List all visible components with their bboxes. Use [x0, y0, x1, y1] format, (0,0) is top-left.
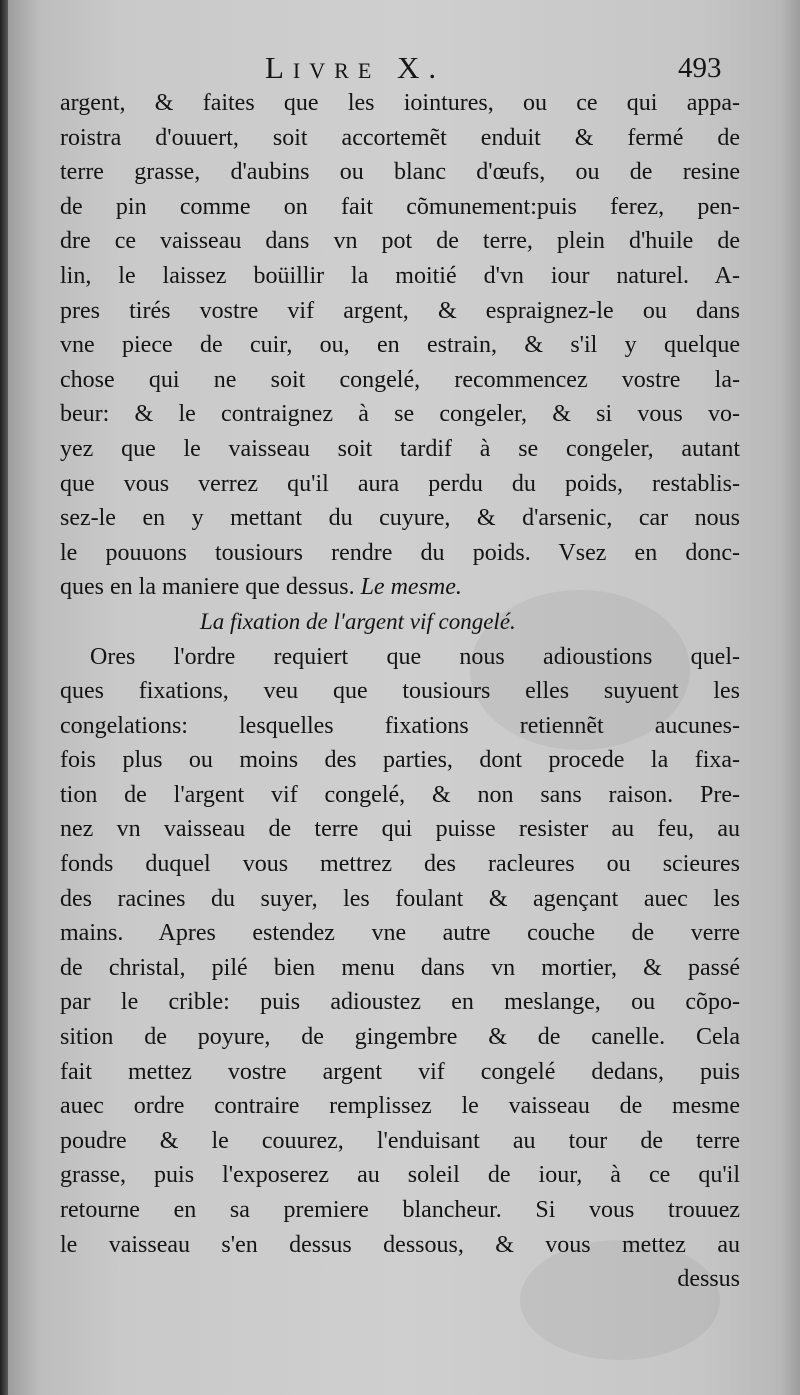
- text-line: yez que le vaisseau soit tardif à se congeler, autant: [60, 435, 740, 462]
- text-line: sez-le en y mettant du cuyure, & d'arsenic, car nous: [60, 505, 740, 532]
- text-line: nez vn vaisseau de terre qui puisse resister au feu, au: [60, 816, 740, 843]
- paragraph-1: [60, 86, 740, 605]
- text-line: tion de l'argent vif congelé, & non sans raison. Pre-: [60, 781, 740, 808]
- text-line: chose qui ne soit congelé, recommencez vostre la-: [60, 366, 740, 393]
- text-line: sition de poyure, de gingembre & de canelle. Cela: [60, 1024, 740, 1051]
- text-line: le pouuons tousiours rendre du poids. Vsez en donc-: [60, 539, 740, 566]
- text-line: auec ordre contraire remplissez le vaisseau de mesme: [60, 1093, 740, 1120]
- text-line: des racines du suyer, les foulant & agençant auec les: [60, 885, 740, 912]
- text-line-with-attribution: [60, 570, 740, 605]
- text-line-tail: ques en la maniere que dessus.: [60, 574, 355, 601]
- text-line: fois plus ou moins des parties, dont procede la fixa-: [60, 747, 740, 774]
- page-edge-shadow: [0, 0, 8, 1395]
- text-line: retourne en sa premiere blancheur. Si vous trouuez: [60, 1197, 740, 1223]
- catchword: dessus: [677, 1266, 740, 1293]
- text-line: Ores l'ordre requiert que nous adioustions quel-: [90, 643, 740, 670]
- page-header: [0, 50, 800, 90]
- page-number: 493: [678, 52, 722, 84]
- text-line: dre ce vaisseau dans vn pot de terre, plein d'huile de: [60, 228, 740, 255]
- text-line: de christal, pilé bien menu dans vn mortier, & passé: [60, 954, 740, 981]
- text-line: par le crible: puis adioustez en meslange, ou cõpo-: [60, 989, 740, 1016]
- text-line: mains. Apres estendez vne autre couche de verre: [60, 920, 740, 947]
- text-line: terre grasse, d'aubins ou blanc d'œufs, ou de resine: [60, 159, 740, 186]
- text-line: argent, & faites que les iointures, ou ce qui appa-: [60, 90, 740, 116]
- text-line: grasse, puis l'exposerez au soleil de iour, à ce qu'il: [60, 1162, 740, 1189]
- section-heading: La fixation de l'argent vif congelé.: [200, 608, 516, 634]
- text-line: beur: & le contraignez à se congeler, & si vous vo-: [60, 401, 740, 428]
- text-line: le vaisseau s'en dessus dessous, & vous mettez au: [60, 1231, 740, 1258]
- running-head: Livre X.: [265, 50, 446, 85]
- text-line: de pin comme on fait cõmunement:puis ferez, pen-: [60, 193, 740, 220]
- text-line: fait mettez vostre argent vif congelé dedans, puis: [60, 1058, 740, 1085]
- paragraph-2: [60, 640, 740, 1263]
- text-line: lin, le laissez boüillir la moitié d'vn iour naturel. A-: [60, 262, 740, 289]
- text-line: ques fixations, veu que tousiours elles suyuent les: [60, 678, 740, 705]
- text-block: [60, 86, 740, 1297]
- text-line: poudre & le couurez, l'enduisant au tour de terre: [60, 1127, 740, 1154]
- text-line: roistra d'ouuert, soit accortemẽt enduit & fermé de: [60, 124, 740, 151]
- text-line: congelations: lesquelles fixations retiennẽt aucunes-: [60, 712, 740, 739]
- text-line: vne piece de cuir, ou, en estrain, & s'il y quelque: [60, 332, 740, 359]
- text-line: fonds duquel vous mettrez des racleures ou scieures: [60, 851, 740, 878]
- attribution: Le mesme.: [360, 574, 462, 601]
- text-line: que vous verrez qu'il aura perdu du poids, restablis-: [60, 470, 740, 497]
- text-line: pres tirés vostre vif argent, & espraignez-le ou dans: [60, 297, 740, 324]
